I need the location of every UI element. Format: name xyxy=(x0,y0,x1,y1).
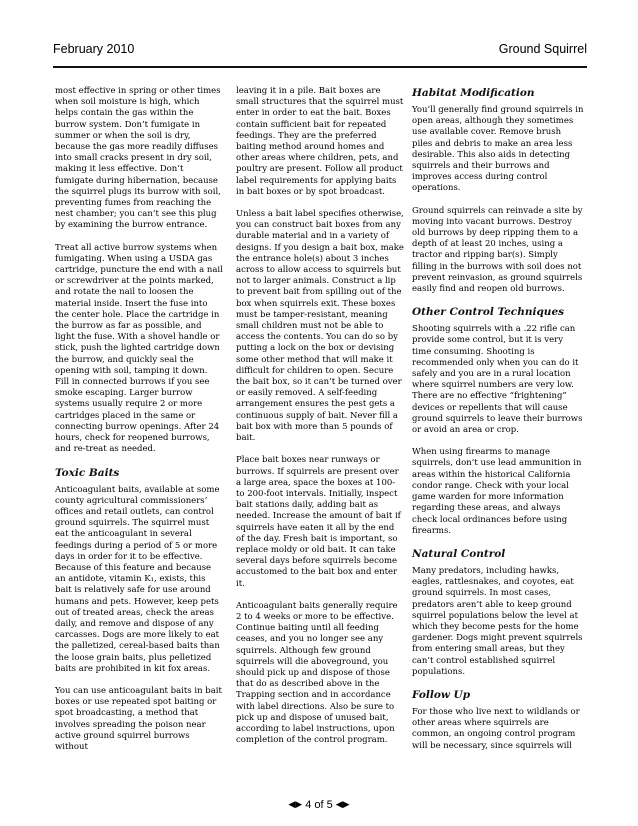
paragraph: You can use anticoagulant baits in bait boxes or use repeated spot baiting or spot broadcasting, a method that involves spreading the poison near active ground squirrel burrows without xyxy=(55,685,222,752)
header-date: February 2010 xyxy=(53,42,135,56)
paragraph: Ground squirrels can reinvade a site by moving into vacant burrows. Destroy old burrows by deep ripping them to a depth of at least 20 inches, using a tractor and ripping bar(s). Simply filling in the burrows with soil does not prevent reinvasion, as ground squirrels easily find and reopen old burrows. xyxy=(412,205,583,295)
paragraph: most effective in spring or other times when soil moisture is high, which helps contain the gas within the burrow system. Don’t fumigate in summer or when the soil is dry, because the gas more readily diffuses into small cracks present in dry soil, making it less effective. Don’t fumigate during hibernation, because the squirrel plugs its burrow with soil, preventing fumes from reaching the nest chamber; you can’t see this plug by examining the burrow entrance. xyxy=(55,86,221,231)
paragraph: Unless a bait label specifies otherwise, you can construct bait boxes from any durable material and in a variety of designs. If you design a bait box, make the entrance hole(s) about 3 inches across to allow access to squirrels but not to larger animals. Construct a lip to prevent bait from spilling out of the box when squirrels exit. These boxes must be tamper-resistant, meaning small children must not be able to access the contents. You can do so by putting a lock on the box or devising some other method that will make it difficult for children to open. Secure the bait box, so it can’t be turned over or easily removed. A self-feeding arrangement ensures the pest gets a continuous supply of bait. Never fill a bait box with more than 5 pounds of bait. xyxy=(236,209,404,444)
column-3 xyxy=(412,86,584,763)
section-heading-habitat-modification: Habitat Modification xyxy=(412,87,535,99)
section-heading-natural-control: Natural Control xyxy=(412,547,506,560)
page-number: 4 of 5 xyxy=(305,799,333,811)
paragraph: Treat all active burrow systems when fumigating. When using a USDA gas cartridge, puncture the end with a nail or screwdriver at the points marked, and rotate the nail to loosen the material inside. Insert the fuse into the center hole. Place the cartridge in the burrow as far as possible, and light the fuse. With a shovel handle or stick, push the lighted cartridge down the burrow, and quickly seal the opening with soil, tamping it down. Fill in connected burrows if you see smoke escaping. Larger burrow systems usually require 2 or more cartridges placed in the same or connecting burrow openings. After 24 hours, check for reopened burrows, and re-treat as needed. xyxy=(55,242,223,455)
column-2 xyxy=(236,86,404,757)
paragraph: You’ll generally find ground squirrels in open areas, although they sometimes use available cover. Remove brush piles and debris to make an area less desirable. This also aids in detecting squirrels and their burrows and improves access during control operations. xyxy=(412,105,584,194)
paragraph: Place bait boxes near runways or burrows. If squirrels are present over a large area, space the boxes at 100- to 200-foot intervals. Initially, inspect bait stations daily, adding bait as needed. Increase the amount of bait if squirrels have eaten it all by the end of the day. Fresh bait is important, so replace moldy or old bait. It can take several days before squirrels become accustomed to the bait box and enter it. xyxy=(236,455,401,589)
header-title: Ground Squirrel xyxy=(498,42,587,56)
paragraph: Shooting squirrels with a .22 rifle can provide some control, but it is very time consuming. Shooting is recommended only when you can do it safely and you are in a rural location where squirrel numbers are very low. There are no effective “frightening” devices or repellents that will cause ground squirrels to leave their burrows or avoid an area or crop. xyxy=(412,324,583,436)
paragraph: Anticoagulant baits, available at some county agricultural commissioners’ offices and retail outlets, can control ground squirrels. The squirrel must eat the anticoagulant in several feedings during a period of 5 or more days in order for it to be effective. Because of this feature and because an antidote, vitamin K₁, exists, this bait is relatively safe for use around humans and pets. However, keep pets out of treated areas, check the areas daily, and remove and dispose of any carcasses. Dogs are more likely to eat the palletized, cereal-based baits than the loose grain baits, plus pelletized baits are prohibited in kit fox areas. xyxy=(55,484,220,674)
section-heading-other-control-techniques: Other Control Techniques xyxy=(412,306,565,319)
paragraph: Many predators, including hawks, eagles, rattlesnakes, and coyotes, eat ground squirrels. In most cases, predators aren’t able to keep ground squirrel populations below the level at which they become pests for the home gardener. Dogs might prevent squirrels from entering small areas, but they can’t control established squirrel populations. xyxy=(412,565,583,677)
section-heading-toxic-baits: Toxic Baits xyxy=(55,466,120,479)
column-1 xyxy=(55,86,223,764)
paragraph: Anticoagulant baits generally require 2 to 4 weeks or more to be effective. Continue baiting until all feeding ceases, and you no longer see any squirrels. Although few ground squirrels will die aboveground, you should pick up and dispose of those that do as described above in the Trapping section and in accordance with label directions. Also be sure to pick up and dispose of unused bait, according to label instructions, upon completion of the control program. xyxy=(236,600,398,746)
header-rule xyxy=(53,66,587,68)
paragraph: When using firearms to manage squirrels, don’t use lead ammunition in areas within the historical California condor range. Check with your local game warden for more information regarding these areas, and always check local ordinances before using firearms. xyxy=(412,447,582,536)
section-heading-follow-up: Follow Up xyxy=(412,688,471,701)
paragraph: leaving it in a pile. Bait boxes are small structures that the squirrel must enter in order to eat the bait. Boxes contain sufficient bait for repeated feedings. They are the preferred baiting method around homes and other areas where children, pets, and poultry are present. Follow all product label requirements for applying baits in bait boxes or by spot broadcast. xyxy=(236,86,404,197)
arrow-right-icon: ◀▶ xyxy=(335,799,350,809)
page-indicator xyxy=(0,799,638,811)
paragraph: For those who live next to wildlands or other areas where squirrels are common, an ongoing control program will be necessary, since squirrels will xyxy=(412,706,580,751)
arrow-left-icon: ◀▶ xyxy=(288,799,303,809)
